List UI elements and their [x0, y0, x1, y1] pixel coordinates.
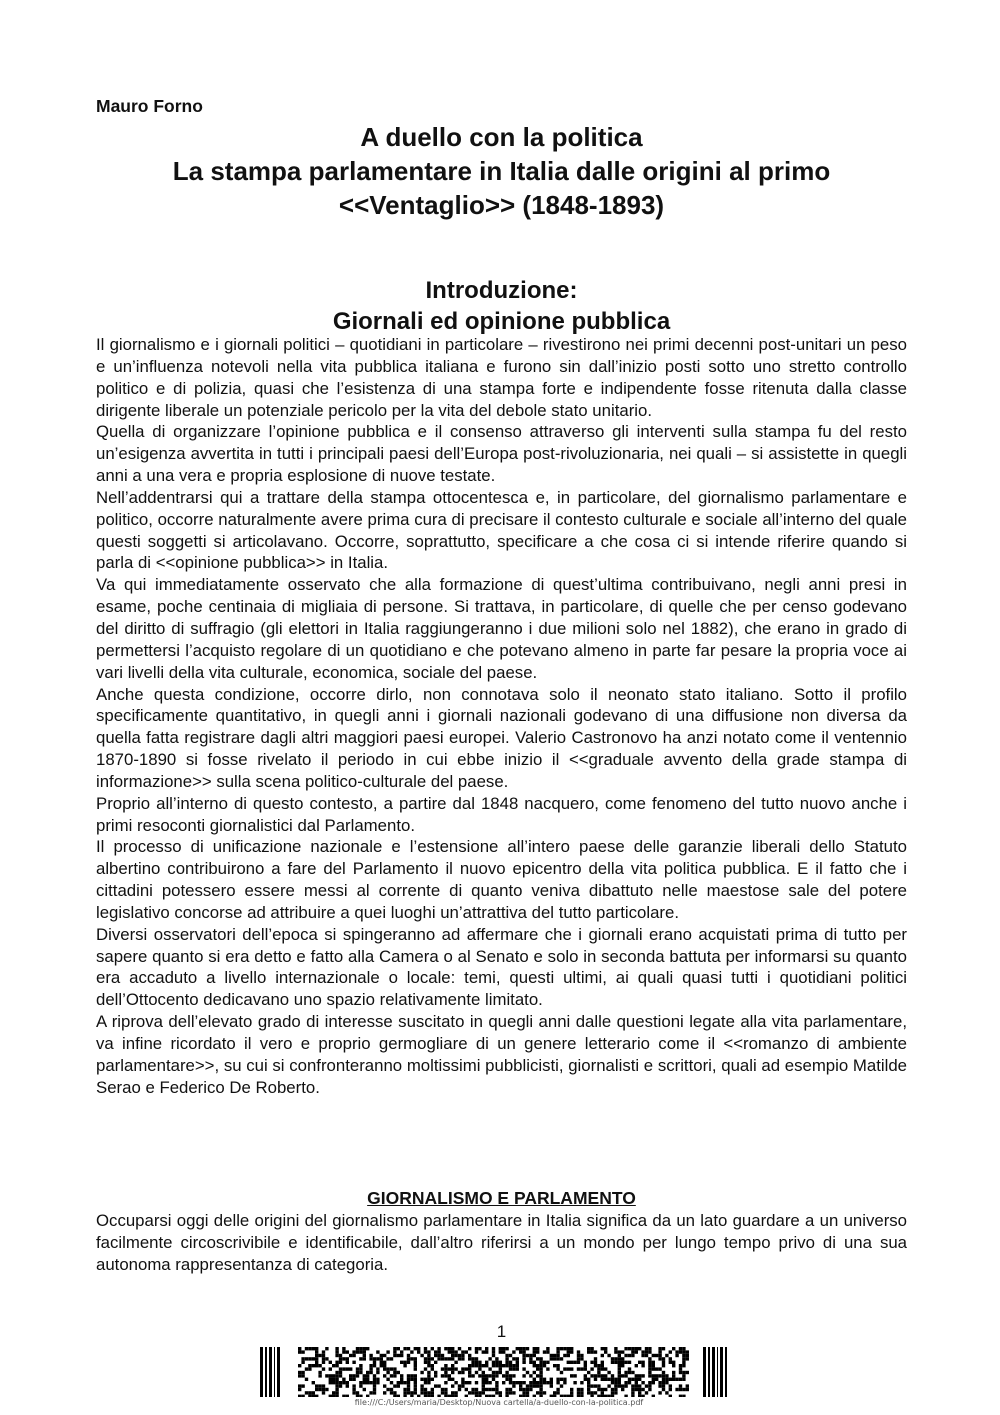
- paragraph: Diversi osservatori dell’epoca si spingeranno ad affermare che i giornali erano acquistati prima di tutto per sapere quanto si era detto e fatto alla Camera o al Senato e solo in seconda battuta per informarsi su quanto era accaduto a livello internazionale o locale: temi, questi ultimi, ai quali quasi tutti i quotidiani politici dell’Ottocento dedicavano uno spazio relativamente limitato.: [96, 924, 907, 1010]
- paragraph: Nell’addentrarsi qui a trattare della stampa ottocentesca e, in particolare, del giornalismo parlamentare e politico, occorre naturalmente avere prima cura di precisare il contesto culturale e sociale all’interno del quale questi soggetti si articolavano. Occorre, soprattutto, specificare a che cosa ci si intende riferire quando si parla di <<opinione pubblica>> in Italia.: [96, 487, 907, 573]
- paragraph: Anche questa condizione, occorre dirlo, non connotava solo il neonato stato italiano. Sotto il profilo specificamente quantitativo, in quegli anni i giornali nazionali godevano di una diffusione non diversa da quella fatta registrare dagli altri maggiori paesi europei. Valerio Castronovo ha anzi notato come il ventennio 1870-1890 si fosse rivelato il periodo in cui ebbe inizio il <<graduale avvento della grade stampa di informazione>> sulla scena politico-culturale del paese.: [96, 684, 907, 791]
- paragraph: A riprova dell’elevato grado di interesse suscitato in quegli anni dalle questioni legate alla vita parlamentare, va infine ricordato il vero e proprio germogliare di un genere letterario come il <<romanzo di ambiente parlamentare>>, su cui si confronteranno moltissimi pubblicisti, giornalisti e scrittori, quali ad esempio Matilde Serao e Federico De Roberto.: [96, 1012, 907, 1097]
- paragraph: Va qui immediatamente osservato che alla formazione di quest’ultima contribuivano, negli anni presi in esame, poche centinaia di migliaia di persone. Si trattava, in particolare, di quelle che per censo godevano del diritto di suffragio (gli elettori in Italia raggiungeranno i due milioni solo nel 1882), che erano in grado di permettersi l’acquisto regolare di un quotidiano e che potevano almeno in parte far pesare la propria voce ai vari livelli della vita culturale, economica, sociale del paese.: [96, 575, 907, 682]
- paragraph: Proprio all’interno di questo contesto, a partire dal 1848 nacquero, come fenomeno del tutto nuovo anche i primi resoconti giornalistici dal Parlamento.: [96, 793, 907, 835]
- paragraph: Quella di organizzare l’opinione pubblica e il consenso attraverso gli interventi sulla stampa fu del resto un’esigenza avvertita in tutti i principali paesi dell’Europa post-rivoluzionaria, nei quali – si assistette in quegli anni a una vera e propria esplosione di nuove testate.: [96, 422, 907, 486]
- intro-body: [96, 334, 907, 1099]
- section-heading: GIORNALISMO E PARLAMENTO: [367, 1188, 636, 1208]
- barcode-image: [258, 1347, 740, 1397]
- paragraph: Occuparsi oggi delle origini del giornalismo parlamentare in Italia significa da un lato guardare a un universo facilmente circoscrivibile e identificabile, dall’altro riferirsi a un mondo per lungo tempo privo di una sua autonoma rappresentanza di categoria.: [96, 1211, 907, 1274]
- title-line-2: La stampa parlamentare in Italia dalle origini al primo: [172, 156, 831, 186]
- page-number: 1: [496, 1322, 507, 1341]
- intro-heading-line-2: Giornali ed opinione pubblica: [332, 308, 671, 335]
- intro-heading: [96, 275, 907, 337]
- intro-heading-line-1: Introduzione:: [425, 277, 578, 304]
- title-line-1: A duello con la politica: [360, 122, 643, 152]
- section-body: [96, 1210, 907, 1276]
- document-title: [96, 120, 907, 222]
- paragraph: Il giornalismo e i giornali politici – quotidiani in particolare – rivestirono nei primi decenni post-unitari un peso e un’influenza notevoli nella vita pubblica italiana e furono sin dall’inizio posti sotto uno stretto controllo politico e di polizia, quasi che l’esistenza di una stampa forte e indipendente fosse ritenuta dalla classe dirigente liberale un potenziale pericolo per la vita del debole stato unitario.: [96, 335, 907, 420]
- author-name: Mauro Forno: [96, 96, 203, 116]
- footer-file-path: file:///C:/Users/maria/Desktop/Nuova cartella/a-duello-con-la-politica.pdf: [354, 1398, 644, 1407]
- paragraph: Il processo di unificazione nazionale e l’estensione all’intero paese delle garanzie liberali dello Statuto albertino contribuirono a fare del Parlamento il nuovo epicentro della vita politica pubblica. E il fatto che i cittadini potessero essere messi al corrente di quanto veniva dibattuto nelle maestose sale del potere legislativo concorse ad attribuire a quei luoghi un’attrattiva del tutto particolare.: [96, 837, 907, 922]
- title-line-3: <<Ventaglio>> (1848-1893): [338, 190, 665, 220]
